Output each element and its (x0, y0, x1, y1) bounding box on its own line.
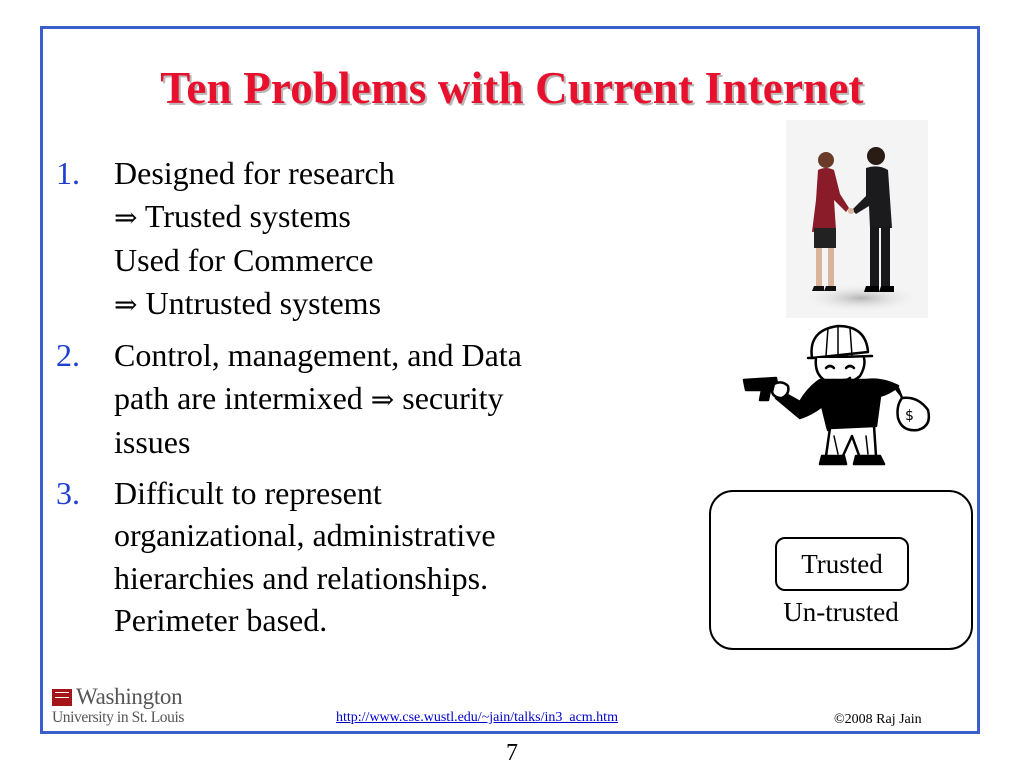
crest-icon (52, 689, 72, 706)
item-line: Control, management, and Data (114, 337, 522, 373)
trusted-label: Trusted (775, 537, 909, 591)
implies-arrow-icon: ⇒ (114, 200, 138, 234)
logo-line-1: Washington (76, 684, 183, 709)
handshake-image (786, 120, 928, 318)
item-line: Difficult to represent (114, 474, 382, 511)
item-line: Used for Commerce (114, 242, 374, 278)
implies-arrow-icon: ⇒ (114, 287, 138, 321)
item-line: issues (114, 424, 191, 460)
university-logo (52, 684, 192, 730)
implies-arrow-icon: ⇒ (370, 382, 395, 416)
item-number: 3. (56, 474, 80, 511)
untrusted-label: Un-trusted (783, 597, 899, 627)
list-item-2 (56, 334, 656, 464)
item-line: path are intermixed ⇒ security (114, 379, 504, 416)
svg-text:$: $ (905, 408, 914, 424)
list-item-1 (56, 152, 656, 326)
item-line: ⇒ Trusted systems (114, 197, 351, 234)
item-number: 1. (56, 155, 80, 191)
page-number: 7 (506, 740, 518, 766)
item-number: 2. (56, 337, 80, 373)
talk-url-link[interactable]: http://www.cse.wustl.edu/~jain/talks/in3_acm.htm (336, 710, 618, 725)
item-line: organizational, administrative (114, 517, 496, 553)
item-line: Designed for research (114, 155, 395, 191)
problem-list (56, 152, 656, 650)
list-item-3 (56, 472, 656, 642)
item-line: Perimeter based. (114, 602, 328, 638)
item-line: ⇒ Untrusted systems (114, 284, 382, 321)
robber-image (742, 318, 942, 468)
logo-line-2: University in St. Louis (52, 709, 185, 726)
slide-title: Ten Problems with Current Internet (160, 63, 864, 113)
item-line: hierarchies and relationships. (114, 559, 489, 596)
copyright-text: ©2008 Raj Jain (834, 712, 922, 727)
